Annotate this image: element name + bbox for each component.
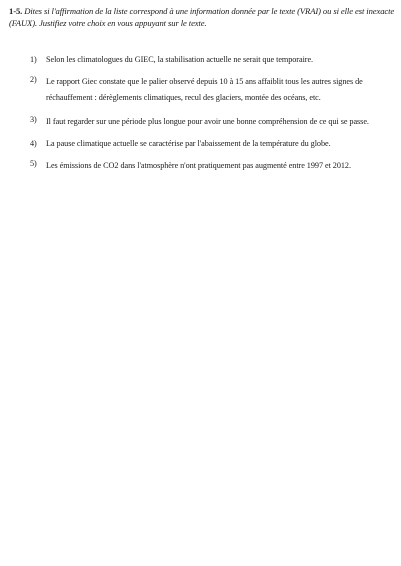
statement-text: Les émissions de CO2 dans l'atmosphère n'ont pratiquement pas augmenté entre 1997 et 2012. bbox=[46, 161, 351, 170]
statement-number: 3) bbox=[30, 115, 37, 124]
exercise-instructions bbox=[9, 5, 395, 29]
statement-number: 1) bbox=[30, 55, 37, 64]
statement-text: Selon les climatologues du GIEC, la stabilisation actuelle ne serait que temporaire. bbox=[46, 55, 314, 64]
instructions-text: Dites si l'affirmation de la liste correspond à une information donnée par le texte (VRAI) ou si elle est inexacte (FAUX). Justifiez votre choix en vous appuyant sur le texte. bbox=[9, 6, 395, 28]
statement-item-4 bbox=[30, 138, 392, 150]
statement-item-2 bbox=[30, 74, 392, 106]
statement-number: 2) bbox=[30, 75, 37, 84]
question-number: 1-5. bbox=[9, 6, 23, 16]
statement-number: 5) bbox=[30, 159, 37, 168]
statement-item-1 bbox=[30, 54, 392, 66]
statement-list bbox=[30, 54, 392, 182]
statement-number: 4) bbox=[30, 139, 37, 148]
statement-text: Le rapport Giec constate que le palier observé depuis 10 à 15 ans affaiblit tous les autres signes de réchauffement : dérèglements climatiques, recul des glaciers, montée des océans, etc. bbox=[46, 77, 363, 102]
statement-text: La pause climatique actuelle se caractérise par l'abaissement de la température du globe. bbox=[46, 139, 331, 148]
statement-text: Il faut regarder sur une période plus longue pour avoir une bonne compréhension de ce qui se passe. bbox=[46, 117, 369, 126]
statement-item-5 bbox=[30, 158, 392, 174]
statement-item-3 bbox=[30, 114, 392, 130]
